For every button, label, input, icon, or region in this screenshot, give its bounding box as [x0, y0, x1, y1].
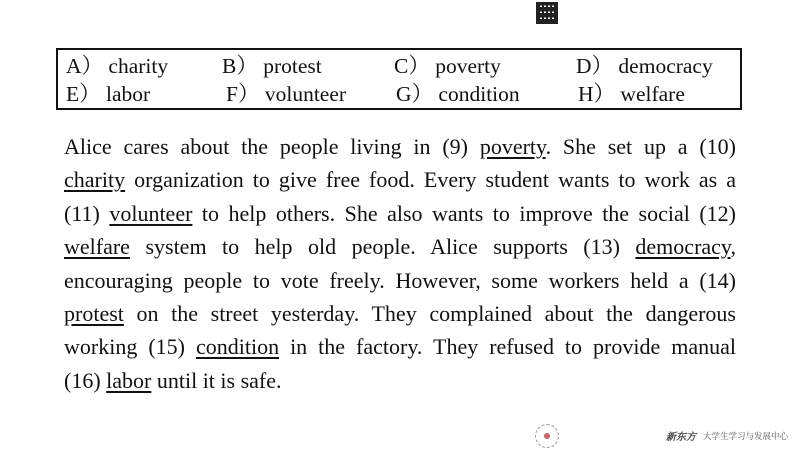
passage-line: protest on the street yesterday. They complained about the dangerous: [64, 301, 736, 327]
option-c: C） poverty: [394, 54, 501, 78]
passage-line: welfare system to help old people. Alice supports (13) democracy,: [64, 234, 736, 260]
answer-11: volunteer: [109, 200, 193, 226]
option-b: B） protest: [222, 54, 322, 78]
option-g: G） condition: [396, 82, 520, 106]
answer-12: welfare: [64, 234, 130, 260]
qr-code-top: [536, 2, 558, 24]
answer-14: protest: [64, 301, 124, 327]
option-d: D） democracy: [576, 54, 713, 78]
option-f: F） volunteer: [226, 82, 347, 106]
option-e: E） labor: [66, 82, 151, 106]
passage-line: charity organization to give free food. Every student wants to work as a: [64, 167, 736, 193]
answer-15: condition: [195, 334, 280, 360]
passage-line: (16) labor until it is safe.: [64, 367, 282, 393]
passage-line: encouraging people to vote freely. However, some workers held a (14): [64, 267, 736, 293]
passage-line: (11) volunteer to help others. She also wants to improve the social (12): [64, 200, 736, 226]
answer-16: labor: [106, 367, 152, 393]
answer-13: democracy: [635, 234, 731, 260]
qr-code-bottom: [535, 424, 559, 448]
answer-9: poverty: [479, 134, 546, 159]
passage-text: [64, 130, 736, 397]
footer-caption: 大学生学习与发展中心: [703, 432, 789, 442]
brand-logo: 新东方: [666, 432, 696, 443]
word-bank-box: [56, 48, 742, 110]
option-a: A） charity: [66, 54, 169, 78]
passage-line: working (15) condition in the factory. They refused to provide manual: [64, 334, 736, 360]
passage-line: Alice cares about the people living in (9) poverty. She set up a (10): [64, 134, 736, 159]
option-h: H） welfare: [578, 82, 685, 106]
answer-10: charity: [64, 167, 126, 193]
